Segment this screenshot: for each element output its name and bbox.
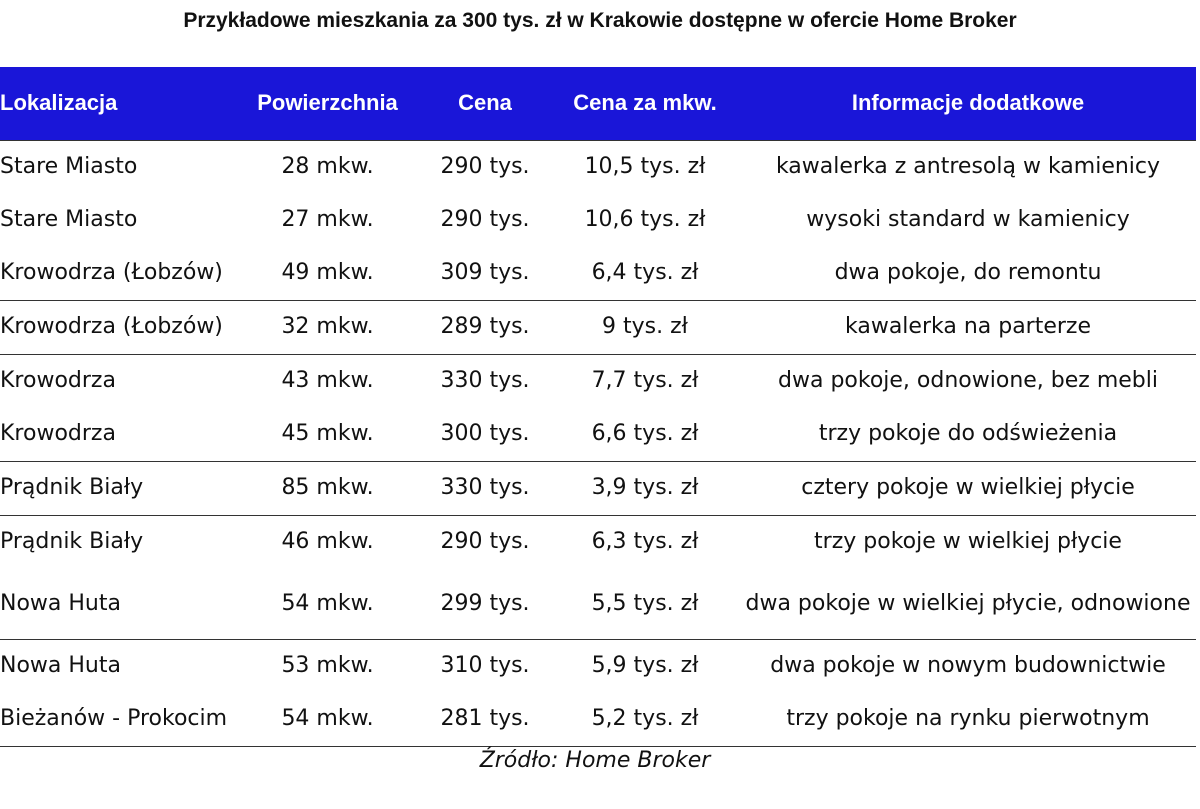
table-row	[0, 515, 1196, 569]
cell-price: 290 tys.	[440, 529, 530, 554]
cell-price: 290 tys.	[440, 207, 530, 232]
cell-location: Stare Miasto	[0, 207, 138, 232]
cell-info: trzy pokoje na rynku pierwotnym	[740, 693, 1196, 747]
source-caption: Źródło: Home Broker	[479, 748, 711, 773]
cell-location: Prądnik Biały	[0, 461, 235, 515]
cell-price: 310 tys.	[440, 653, 530, 678]
table-row	[0, 408, 1196, 462]
table-body	[0, 140, 1196, 746]
header-location: Lokalizacja	[0, 90, 118, 116]
cell-area: 43 mkw.	[281, 368, 374, 393]
table-row	[0, 693, 1196, 747]
cell-price-per-sqm: 6,6 tys. zł	[550, 408, 740, 462]
cell-location: Krowodrza	[0, 408, 235, 462]
cell-price: 330 tys.	[440, 368, 530, 393]
header-info: Informacje dodatkowe	[851, 90, 1085, 116]
cell-area: 45 mkw.	[235, 408, 420, 462]
table-row	[0, 461, 1196, 515]
cell-info: kawalerka z antresolą w kamienicy	[740, 140, 1196, 194]
cell-area: 54 mkw.	[235, 693, 420, 747]
cell-price: 300 tys.	[420, 408, 550, 462]
cell-location: Stare Miasto	[0, 140, 235, 194]
cell-price: 299 tys.	[420, 569, 550, 640]
cell-price-per-sqm: 5,9 tys. zł	[591, 653, 699, 678]
cell-area: 54 mkw.	[235, 569, 420, 640]
table-header	[0, 67, 1196, 140]
cell-price-per-sqm: 6,3 tys. zł	[591, 529, 699, 554]
cell-info: dwa pokoje w nowym budownictwie	[770, 653, 1166, 678]
cell-location: Krowodrza	[0, 368, 116, 393]
cell-price: 289 tys.	[420, 300, 550, 354]
cell-price-per-sqm: 7,7 tys. zł	[591, 368, 699, 393]
cell-area: 49 mkw.	[235, 247, 420, 301]
cell-info: wysoki standard w kamienicy	[806, 207, 1130, 232]
cell-area: 53 mkw.	[281, 653, 374, 678]
header-price: Cena	[458, 90, 512, 116]
header-row	[0, 67, 1196, 140]
cell-price-per-sqm: 9 tys. zł	[550, 300, 740, 354]
header-area: Powierzchnia	[257, 90, 398, 116]
cell-price-per-sqm: 5,5 tys. zł	[550, 569, 740, 640]
cell-info: trzy pokoje w wielkiej płycie	[814, 529, 1122, 554]
cell-location: Nowa Huta	[0, 569, 235, 640]
cell-price: 290 tys.	[420, 140, 550, 194]
cell-info: dwa pokoje, odnowione, bez mebli	[778, 368, 1158, 393]
cell-price-per-sqm: 6,4 tys. zł	[550, 247, 740, 301]
table-row	[0, 639, 1196, 693]
cell-info: dwa pokoje, do remontu	[740, 247, 1196, 301]
cell-area: 85 mkw.	[235, 461, 420, 515]
cell-location: Prądnik Biały	[0, 529, 144, 554]
table-row	[0, 140, 1196, 194]
table-row	[0, 354, 1196, 408]
cell-location: Bieżanów - Prokocim	[0, 693, 235, 747]
table-row	[0, 300, 1196, 354]
table-row	[0, 569, 1196, 640]
cell-price: 330 tys.	[420, 461, 550, 515]
table-row	[0, 194, 1196, 247]
header-price-per-sqm: Cena za mkw.	[573, 90, 717, 116]
cell-location: Krowodrza (Łobzów)	[0, 300, 235, 354]
apartments-table	[0, 67, 1196, 747]
cell-location: Nowa Huta	[0, 653, 121, 678]
cell-area: 27 mkw.	[281, 207, 374, 232]
cell-price: 309 tys.	[420, 247, 550, 301]
cell-price: 281 tys.	[420, 693, 550, 747]
cell-info: trzy pokoje do odświeżenia	[740, 408, 1196, 462]
cell-area: 46 mkw.	[281, 529, 374, 554]
cell-price-per-sqm: 10,6 tys. zł	[584, 207, 706, 232]
cell-area: 32 mkw.	[235, 300, 420, 354]
cell-info: cztery pokoje w wielkiej płycie	[740, 461, 1196, 515]
cell-info: kawalerka na parterze	[740, 300, 1196, 354]
cell-price-per-sqm: 10,5 tys. zł	[550, 140, 740, 194]
apartments-table-container	[0, 67, 1196, 747]
cell-price-per-sqm: 3,9 tys. zł	[550, 461, 740, 515]
cell-info: dwa pokoje w wielkiej płycie, odnowione	[740, 569, 1196, 640]
table-title: Przykładowe mieszkania za 300 tys. zł w Krakowie dostępne w ofercie Home Broker	[183, 9, 1017, 32]
cell-price-per-sqm: 5,2 tys. zł	[550, 693, 740, 747]
cell-area: 28 mkw.	[235, 140, 420, 194]
cell-location: Krowodrza (Łobzów)	[0, 247, 235, 301]
table-row	[0, 247, 1196, 301]
